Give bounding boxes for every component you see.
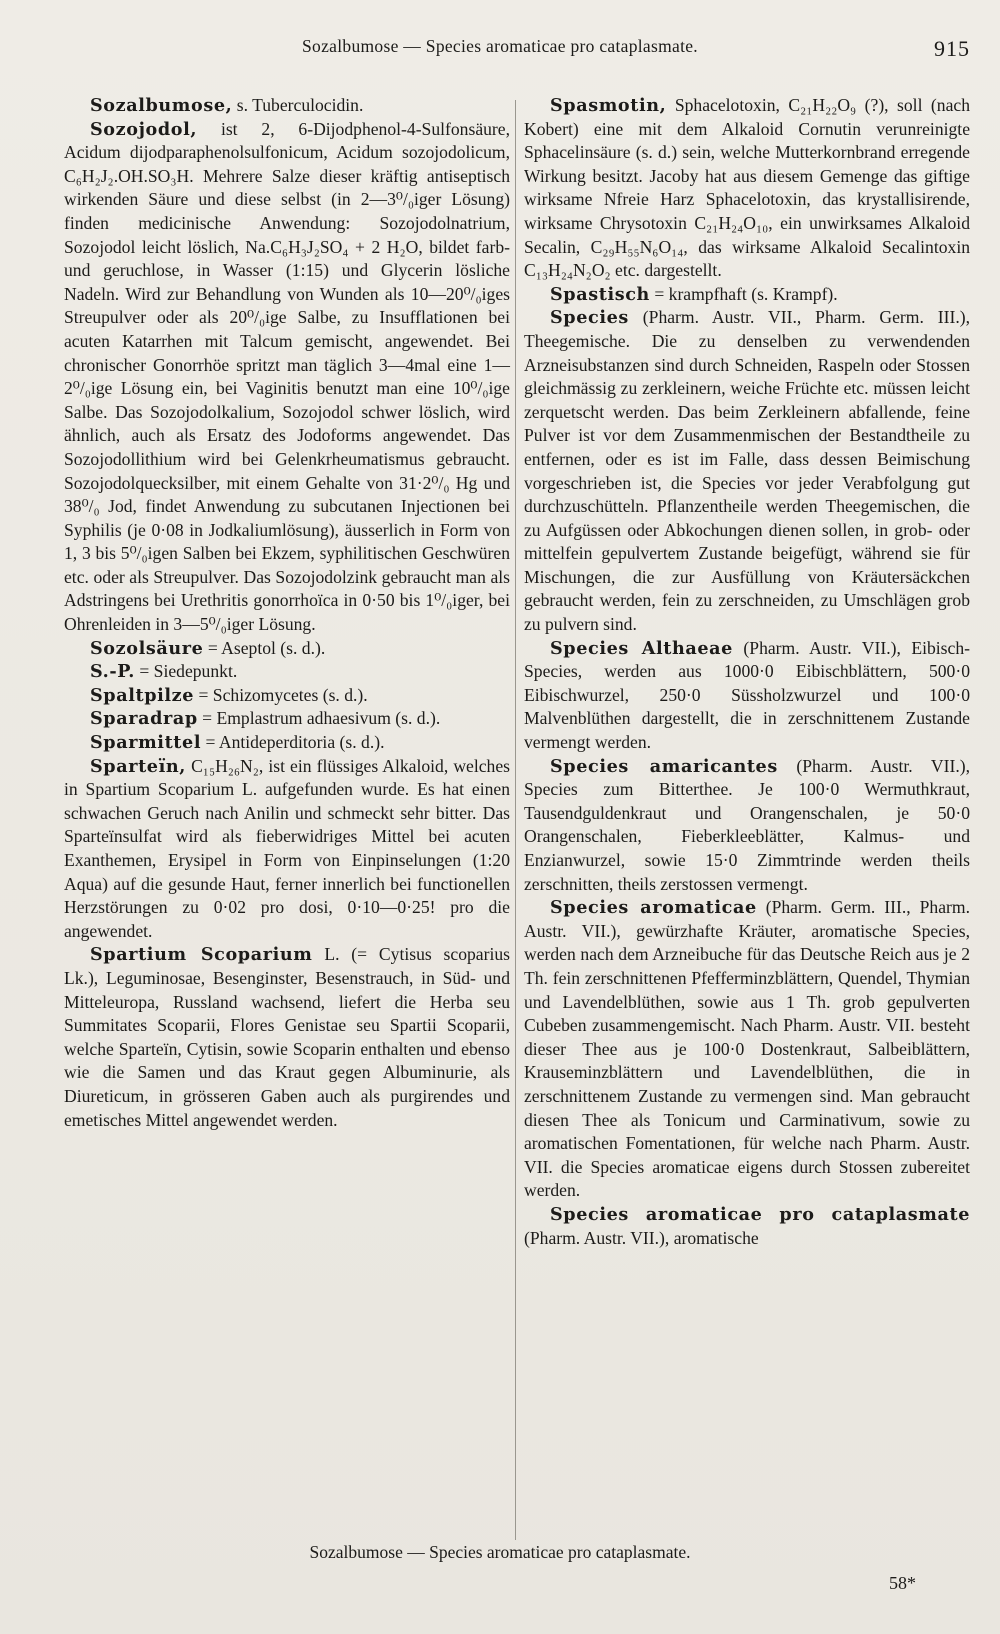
entry-headword: Sozojodol, [90,118,198,140]
entry-text: = Siedepunkt. [134,661,238,682]
entry-text: L. (= Cytisus scoparius Lk.), Leguminosae, Besenginster, Besenstrauch, in Süd- und Mitteleuropa, Russland wachsend, liefert die Herba seu Summitates Scoparii, Flores Genistae seu Spartii Scoparii, welche Sparteïn, Cytisin, sowie Scoparin enthalten und ebenso wie die Samen und das Kraut gegen Albuminurie, als Diureticum, in grösseren Gaben auch als purgirendes und emetisches Mittel angewendet werden. [64,944,510,1130]
left-column [64,94,510,1132]
entry-headword: Species Althaeae [550,637,733,659]
dictionary-entry [64,731,510,755]
entry-headword: Sozalbumose, [90,95,233,116]
dictionary-entry [64,660,510,684]
entry-text: (Pharm. Austr. VII.), Eibisch-Species, werden aus 1000·0 Eibischblättern, 500·0 Eibischwurzel, 250·0 Süssholzwurzel und 100·0 Malvenblüthen dargestellt, die in zerschnittenem Zustande vermengt werden. [524,637,970,753]
running-head: Sozalbumose — Species aromaticae pro cataplasmate. [302,36,698,56]
entry-headword: Sparmittel [90,732,202,754]
column-divider [515,100,516,1540]
dictionary-entry [64,637,510,661]
entry-text: = Antideperditoria (s. d.). [201,732,385,753]
dictionary-entry [524,306,970,636]
entry-headword: Spastisch [550,283,650,305]
entry-headword: Species amaricantes [550,755,778,777]
entry-text: = Schizomycetes (s. d.). [194,684,368,705]
dictionary-entry [64,707,510,731]
entry-headword: Spasmotin, [550,95,667,116]
dictionary-entry [64,755,510,944]
entry-text: = Aseptol (s. d.). [203,637,326,658]
page-number: 915 [934,36,970,61]
entry-headword: Sparteïn, [90,755,186,777]
dictionary-entry [64,943,510,1132]
entry-headword: Spaltpilze [90,684,195,706]
entry-text: (Pharm. Austr. VII., Pharm. Germ. III.), Theegemische. Die zu denselben zu verwendenden Arzneisubstanzen sind durch Schneiden, Raspeln oder Stossen gleichmässig zu zerkleinern, weiche Früchte etc. müssen leicht zerquetscht werden. Das beim Zerkleinern abfallende, feine Pulver ist vor dem Zusammenmischen der Bestandtheile zu entfernen, oder es ist im Falle, dass dessen Beimischung vorgeschrieben ist, die Species vor jeder Verabfolgung gut durchzuschütteln. Pflanzentheile werden Theegemischen, die zu Aufgüssen oder Abkochungen dienen sollen, in grob- oder mittelfein gepulvertem Zustande beigefügt, während sie für Mischungen, die zur Ausfüllung von Kräutersäckchen gebraucht werden, fein zu zerschneiden, zu Umschlägen grob zu pulvern sind. [524,307,970,635]
entry-headword: Species aromaticae [550,897,757,919]
entry-text: Sphacelotoxin, C₂₁H₂₂O₉ (?), soll (nach Kobert) eine mit dem Alkaloid Cornutin verunreinigte Sphacelinsäure (s. d.) sein, welche Mutterkornbrand erregende Wirkung besitzt. Jacoby hat aus diesem Gemenge das giftige wirksame Nfreie Harz Sphacelotoxin, das krystallisirende, wirksame Chrysotoxin C₂₁H₂₄O₁₀, ein unwirksames Alkaloid Secalin, C₂₉H₅₅N₆O₁₄, das wirksame Alkaloid Secalintoxin C₁₃H₂₄N₂O₂ etc. dargestellt. [524,95,970,281]
entry-text: (Pharm. Austr. VII.), Species zum Bitterthee. Je 100·0 Wermuthkraut, Tausendguldenkraut und Orangenschalen, je 50·0 Orangenschalen, Fieberkleeblätter, Kalmus- und Enzianwurzel, sowie 15·0 Zimmtrinde werden theils zerschnitten, theils zerstossen vermengt. [524,755,970,894]
entry-text: = Emplastrum adhaesivum (s. d.). [197,708,441,729]
dictionary-entry [524,1203,970,1250]
entry-text: s. Tuberculocidin. [232,95,364,115]
dictionary-entry [64,94,510,118]
running-foot: Sozalbumose — Species aromaticae pro cataplasmate. [309,1542,691,1562]
entry-text: = krampfhaft (s. Krampf). [649,283,838,304]
entry-text: C₁₅H₂₆N₂, ist ein flüssiges Alkaloid, welches in Spartium Scoparium L. aufgefunden wurde. Es hat einen schwachen Geruch nach Anilin und schmeckt sehr bitter. Das Sparteïnsulfat wird als fieberwidriges Mittel bei acuten Exanthemen, Erysipel in Form von Einpinselungen (1:20 Aqua) auf die gesunde Haut, ferner innerlich bei functionellen Herzstörungen zu 0·02 pro dosi, 0·10—0·25! pro die angewendet. [64,755,510,941]
entry-text: (Pharm. Germ. III., Pharm. Austr. VII.), gewürzhafte Kräuter, aromatische Species, werden nach dem Arzneibuche für das Deutsche Reich aus je 2 Th. fein zerschnittenen Pfefferminzblättern, Quendel, Thymian und Lavendelblüthen, sowie aus 1 Th. grob gepulverten Cubeben zusammengemischt. Nach Pharm. Austr. VII. besteht dieser Thee aus je 100·0 Dostenkraut, Salbeiblättern, Krauseminzblättern und Lavendelblüthen, die in zerschnittenem Zustande zu vermengen sind. Man gebraucht diesen Thee als Tonicum und Carminativum, sowie zu aromatischen Fomentationen, für welche nach Pharm. Austr. VII. die Species aromaticae eigens durch Stossen zubereitet werden. [524,897,970,1201]
entry-headword: Species [550,307,629,329]
dictionary-entry [524,896,970,1203]
dictionary-entry [524,755,970,897]
right-column [524,94,970,1250]
entry-headword: S.-P. [90,661,135,683]
entry-headword: Species aromaticae pro cataplasmate [550,1203,970,1225]
dictionary-entry [64,684,510,708]
dictionary-entry [524,283,970,307]
entry-headword: Sozolsäure [90,637,204,659]
entry-text: (Pharm. Austr. VII.), aromatische [524,1227,759,1248]
dictionary-entry [524,94,970,283]
entry-headword: Spartium Scoparium [90,944,313,966]
entry-headword: Sparadrap [90,708,198,730]
dictionary-entry [64,118,510,637]
signature-mark: 58* [889,1573,916,1593]
entry-text: ist 2, 6-Dijodphenol-4-Sulfonsäure, Acidum dijodparaphenolsulfonicum, Acidum sozojodolicum, C₆H₂J₂.OH.SO₃H. Mehrere Salze dieser kräftig antiseptisch wirkenden Säure und diese selbst (in 2—3⁰/₀iger Lösung) finden medicinische Anwendung: Sozojodolnatrium, Sozojodol leicht löslich, Na.C₆H₃J₂SO₄ + 2 H₂O, bildet farb- und geruchlose, in Wasser (1:15) und Glycerin lösliche Nadeln. Wird zur Behandlung von Wunden als 10—20⁰/₀iges Streupulver oder als 20⁰/₀ige Salbe, zu Insufflationen bei acuten Katarrhen mit Talcum gemischt, angewendet. Bei chronischer Gonorrhöe spritzt man täglich 3—4mal eine 1—2⁰/₀ige Lösung ein, bei Vaginitis benutzt man eine 10⁰/₀ige Salbe. Das Sozojodolkalium, Sozojodol schwer löslich, wird ähnlich, auch als Ersatz des Jodoforms angewendet. Das Sozojodollithium wird bei Gelenkrheumatismus gebraucht. Sozojodolquecksilber, mit einem Gehalte von 31·2⁰/₀ Hg und 38⁰/₀ Jod, findet Anwendung zu subcutanen Injectionen bei Syphilis (je 0·08 in Jodkaliumlösung), äusserlich in Form von 1, 3 bis 5⁰/₀igen Salben bei Ekzem, syphilitischen Geschwüren etc. oder als Streupulver. Das Sozojodolzink gebraucht man als Adstringens bei Urethritis gonorrhoïca in 0·50 bis 1⁰/₀iger, bei Ohrenleiden in 3—5⁰/₀iger Lösung. [64,118,510,635]
dictionary-entry [524,637,970,755]
